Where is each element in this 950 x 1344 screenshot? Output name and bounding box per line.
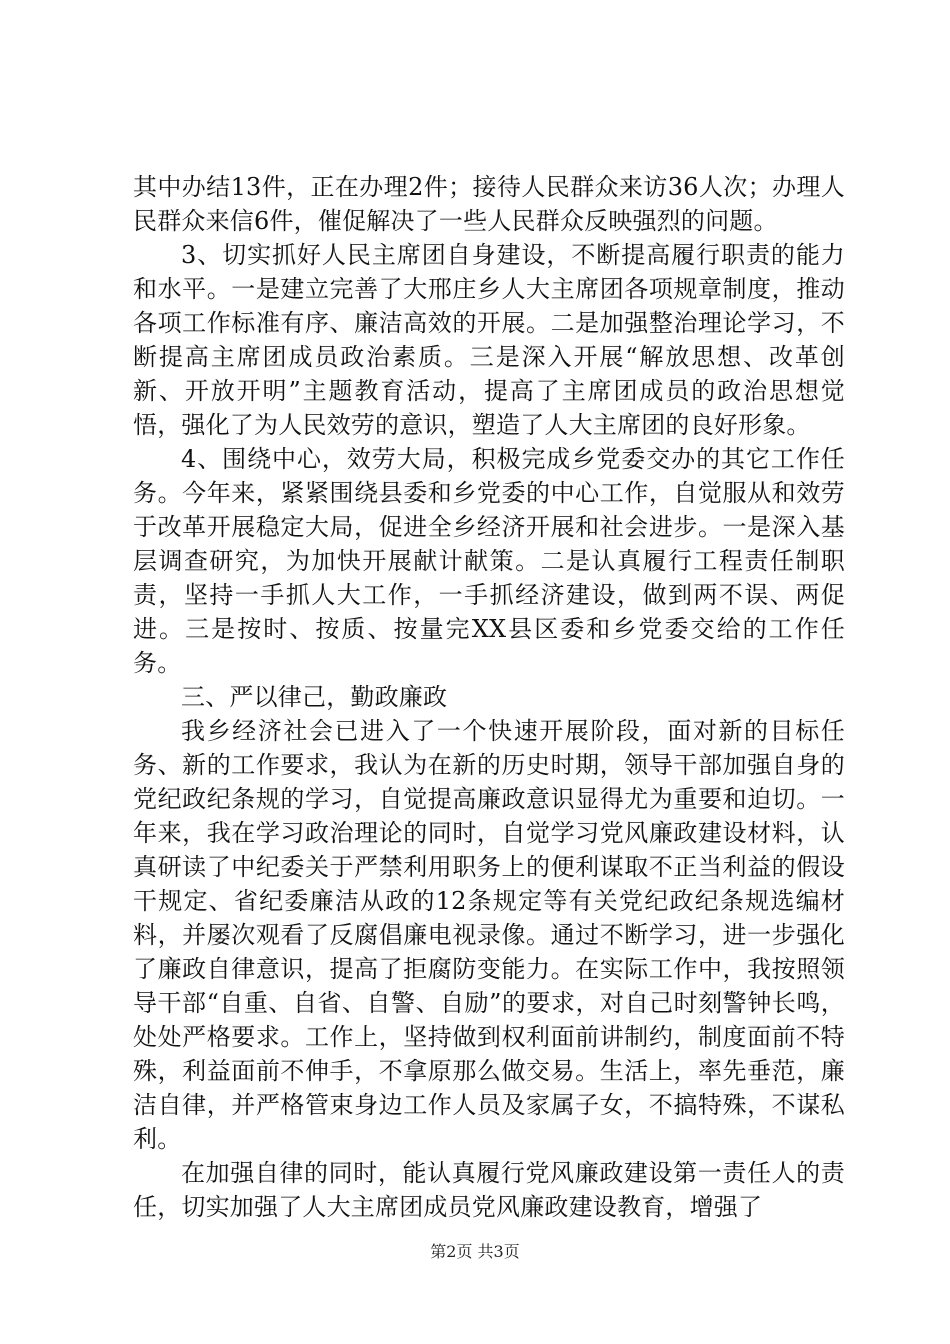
section-heading-3: 三、严以律己，勤政廉政 bbox=[181, 683, 448, 711]
page-number-label: 第2页 共3页 bbox=[430, 1242, 520, 1261]
paragraph-item-4: 4、围绕中心，效劳大局，积极完成乡党委交办的其它工作任务。今年来，紧紧围绕县委和乡党委的中心工作，自觉服从和效劳于改革开展稳定大局，促进全乡经济开展和社会进步。一是深入基层调查研究，为加快开展献计献策。二是认真履行工程责任制职责，坚持一手抓人大工作，一手抓经济建设，做到两不误、两促进。三是按时、按质、按量完XX县区委和乡党委交给的工作任务。 bbox=[133, 445, 845, 677]
document-body bbox=[133, 170, 845, 1224]
paragraph-integrity: 我乡经济社会已进入了一个快速开展阶段，面对新的目标任务、新的工作要求，我认为在新的历史时期，领导干部加强自身的党纪政纪条规的学习，自觉提高廉政意识显得尤为重要和迫切。一年来，我在学习政治理论的同时，自觉学习党风廉政建设材料，认真研读了中纪委关于严禁利用职务上的便利谋取不正当利益的假设干规定、省纪委廉洁从政的12条规定等有关党纪政纪条规选编材料，并屡次观看了反腐倡廉电视录像。通过不断学习，进一步强化了廉政自律意识，提高了拒腐防变能力。在实际工作中，我按照领导干部“自重、自省、自警、自励”的要求，对自己时刻警钟长鸣，处处严格要求。工作上，坚持做到权利面前讲制约，制度面前不特殊，利益面前不伸手，不拿原那么做交易。生活上，率先垂范，廉洁自律，并严格管束身边工作人员及家属子女，不搞特殊，不谋私利。 bbox=[133, 717, 845, 1153]
paragraph-continuation: 其中办结13件，正在办理2件；接待人民群众来访36人次；办理人民群众来信6件，催促解决了一些人民群众反映强烈的问题。 bbox=[133, 173, 845, 235]
paragraph-item-3: 3、切实抓好人民主席团自身建设，不断提高履行职责的能力和水平。一是建立完善了大邢庄乡人大主席团各项规章制度，推动各项工作标准有序、廉洁高效的开展。二是加强整治理论学习，不断提高主席团成员政治素质。三是深入开展“解放思想、改革创新、开放开明”主题教育活动，提高了主席团成员的政治思想觉悟，强化了为人民效劳的意识，塑造了人大主席团的良好形象。 bbox=[133, 241, 845, 439]
page-footer bbox=[0, 1242, 950, 1262]
paragraph-responsibility: 在加强自律的同时，能认真履行党风廉政建设第一责任人的责任，切实加强了人大主席团成员党风廉政建设教育，增强了 bbox=[133, 1159, 845, 1221]
